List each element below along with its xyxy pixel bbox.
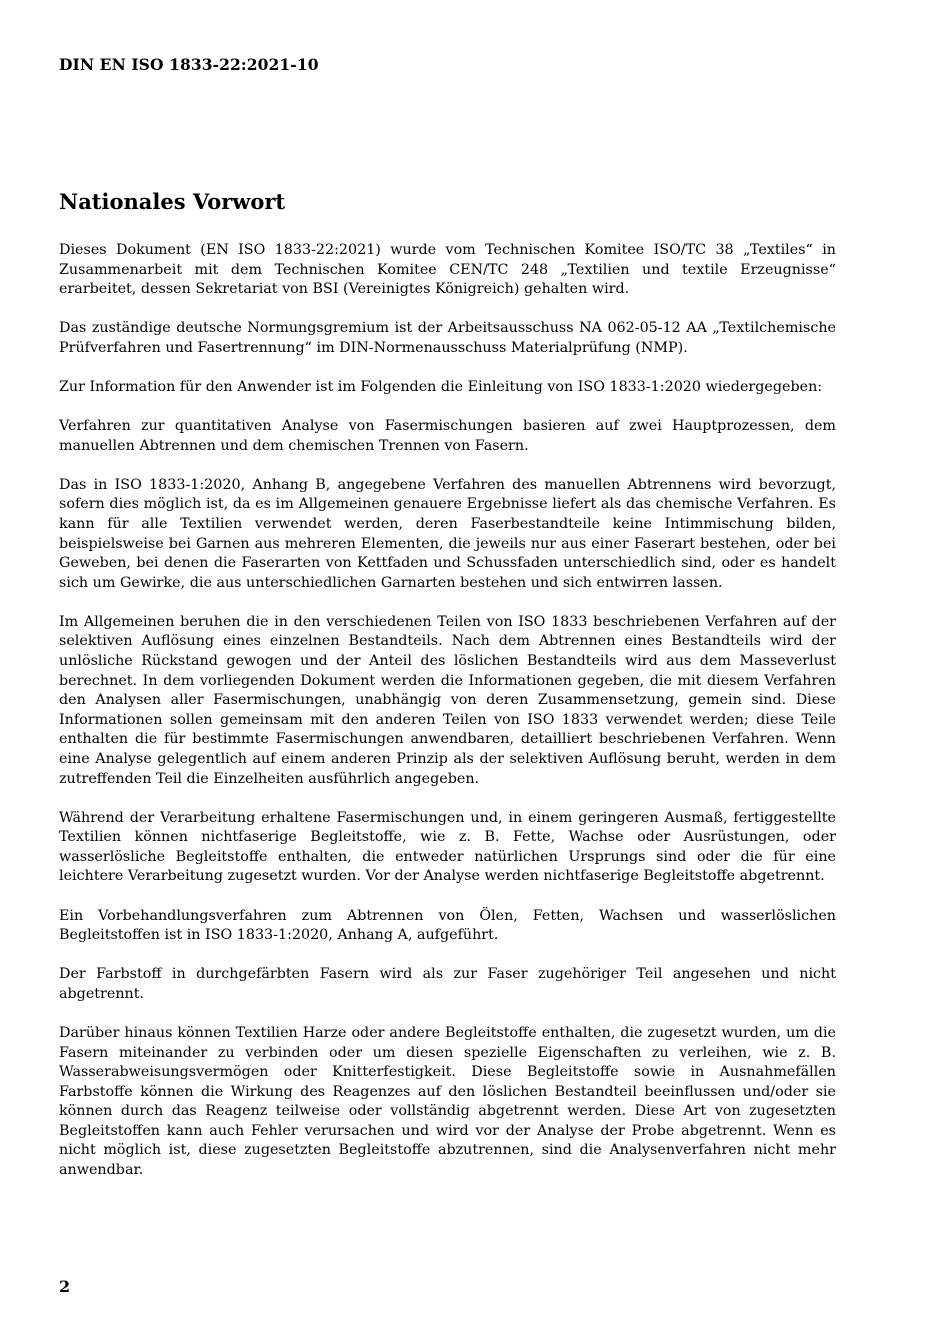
document-header: DIN EN ISO 1833-22:2021-10: [59, 55, 319, 74]
paragraph: Verfahren zur quantitativen Analyse von Fasermischungen basieren auf zwei Hauptprozessen, dem manuellen Abtrennen und dem chemischen Trennen von Fasern.: [59, 418, 836, 454]
paragraph: Zur Information für den Anwender ist im Folgenden die Einleitung von ISO 1833-1:2020 wiedergegeben:: [59, 378, 823, 395]
paragraph: Der Farbstoff in durchgefärbten Fasern wird als zur Faser zugehöriger Teil angesehen und nicht abgetrennt.: [59, 966, 836, 1002]
paragraph: Das in ISO 1833-1:2020, Anhang B, angegebene Verfahren des manuellen Abtrennens wird bevorzugt, sofern dies möglich ist, da es im Allgemeinen genauere Ergebnisse liefert als das chemische Verfahren. Es kann für alle Textilien verwendet werden, deren Faserbestandteile keine Intimmischung bilden, beispielsweise bei Garnen aus mehreren Elementen, die jeweils nur aus einer Faserart bestehen, oder bei Geweben, bei denen die Faserarten von Kettfaden und Schussfaden unterschiedlich sind, oder es handelt sich um Gewirke, die aus unterschiedlichen Garnarten bestehen und sich entwirren lassen.: [59, 476, 836, 591]
section-title: Nationales Vorwort: [59, 189, 286, 214]
paragraph: Dieses Dokument (EN ISO 1833-22:2021) wurde vom Technischen Komitee ISO/TC 38 „Textiles“ in Zusammenarbeit mit dem Technischen Komitee CEN/TC 248 „Textilien und textile Erzeugnisse“ erarbeitet, dessen Sekretariat von BSI (Vereinigtes Königreich) gehalten wird.: [59, 242, 836, 298]
paragraph: Das zuständige deutsche Normungsgremium ist der Arbeitsausschuss NA 062-05-12 AA „Textilchemische Prüfverfahren und Fasertrennung“ im DIN-Normenausschuss Materialprüfung (NMP).: [59, 320, 836, 356]
paragraph: Ein Vorbehandlungsverfahren zum Abtrennen von Ölen, Fetten, Wachsen und wasserlöslichen Begleitstoffen ist in ISO 1833-1:2020, Anhang A, aufgeführt.: [59, 907, 836, 944]
paragraph: Während der Verarbeitung erhaltene Fasermischungen und, in einem geringeren Ausmaß, fertiggestellte Textilien können nichtfaserige Begleitstoffe, wie z. B. Fette, Wachse oder Ausrüstungen, oder wasserlösliche Begleitstoffe enthalten, die entweder natürlichen Ursprungs sind oder die für eine leichtere Verarbeitung zugesetzt wurden. Vor der Analyse werden nichtfaserige Begleitstoffe abgetrennt.: [59, 809, 836, 885]
paragraph: Darüber hinaus können Textilien Harze oder andere Begleitstoffe enthalten, die zugesetzt wurden, um die Fasern miteinander zu verbinden oder um diesen spezielle Eigenschaften zu verleihen, wie z. B. Wasserabweisungsvermögen oder Knitterfestigkeit. Diese Begleitstoffe sowie in Ausnahmefällen Farbstoffe können die Wirkung des Reagenzes auf den löslichen Bestandteil beeinflussen und/oder sie können durch das Reagenz teilweise oder vollständig abgetrennt werden. Diese Art von zugesetzten Begleitstoffen kann auch Fehler verursachen und wird vor der Analyse der Probe abgetrennt. Wenn es nicht möglich ist, diese zugesetzten Begleitstoffe abzutrennen, sind die Analysenverfahren nicht mehr anwendbar.: [59, 1024, 836, 1179]
page-number: 2: [59, 1277, 71, 1296]
paragraph: Im Allgemeinen beruhen die in den verschiedenen Teilen von ISO 1833 beschriebenen Verfahren auf der selektiven Auflösung eines einzelnen Bestandteils. Nach dem Abtrennen eines Bestandteils wird der unlösliche Rückstand gewogen und der Anteil des löslichen Bestandteils wird aus dem Masseverlust berechnet. In dem vorliegenden Dokument werden die Informationen gegeben, die mit diesem Verfahren den Analysen aller Fasermischungen, unabhängig von deren Zusammensetzung, gemein sind. Diese Informationen sollen gemeinsam mit den anderen Teilen von ISO 1833 verwendet werden; diese Teile enthalten die für bestimmte Fasermischungen anwendbaren, detailliert beschriebenen Verfahren. Wenn eine Analyse gelegentlich auf einem anderen Prinzip als der selektiven Auflösung beruht, werden in dem zutreffenden Teil die Einzelheiten ausführlich angegeben.: [59, 613, 836, 787]
body-text: [59, 241, 836, 1200]
